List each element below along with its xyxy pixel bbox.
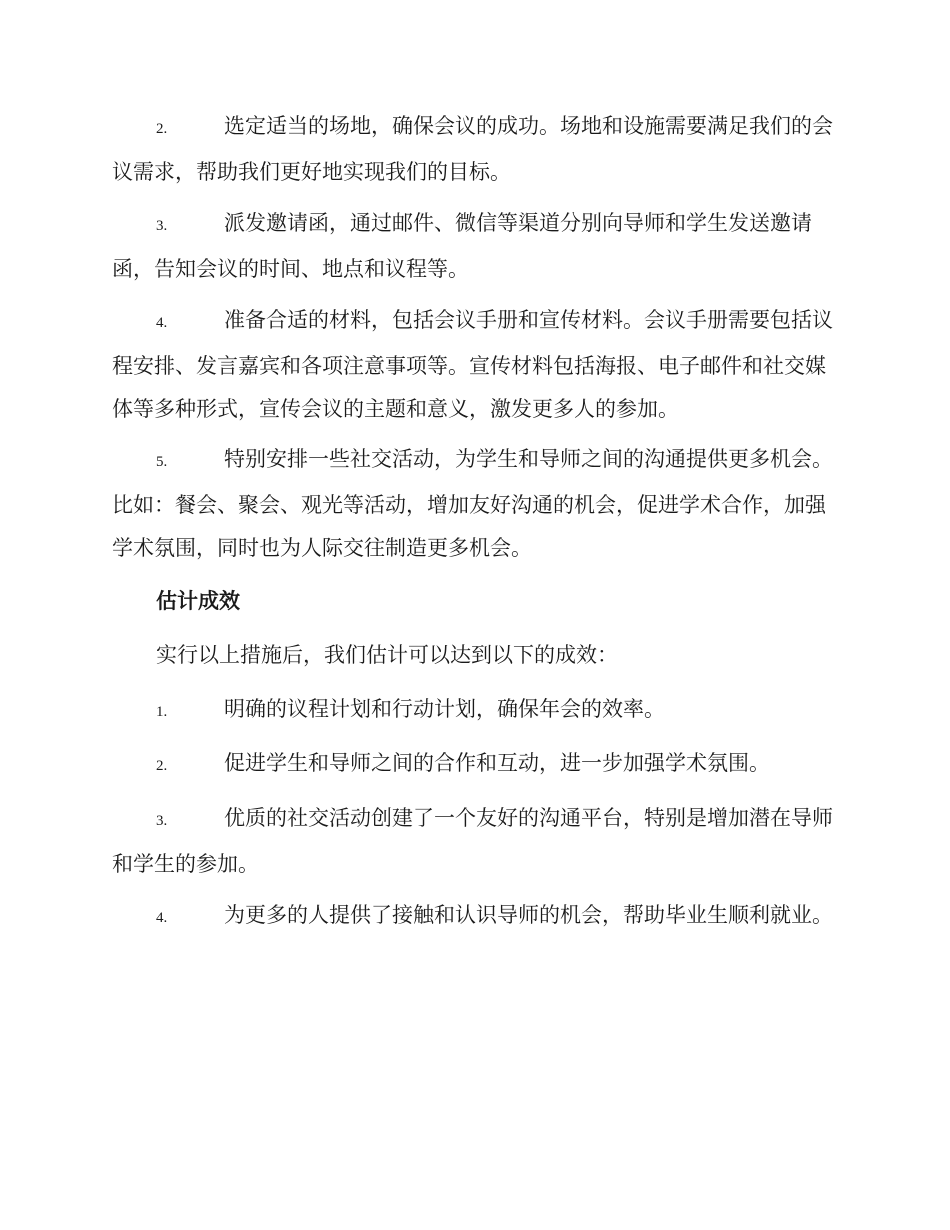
list-item-number: 4. bbox=[156, 910, 168, 926]
list-item-number: 2. bbox=[156, 121, 168, 137]
list-item bbox=[112, 894, 836, 940]
list-item-text: 特别安排一些社交活动，为学生和导师之间的沟通提供更多机会。比如：餐会、聚会、观光等活动，增加友好沟通的机会，促进学术合作，加强学术氛围，同时也为人际交往制造更多机会。 bbox=[112, 447, 833, 560]
list-item-number: 4. bbox=[156, 315, 168, 331]
list-item-number: 2. bbox=[156, 758, 168, 774]
list-item-number: 5. bbox=[156, 454, 168, 470]
section-heading: 估计成效 bbox=[156, 588, 240, 613]
list-item-text: 派发邀请函，通过邮件、微信等渠道分别向导师和学生发送邀请函，告知会议的时间、地点和议程等。 bbox=[112, 211, 812, 281]
list-item bbox=[112, 438, 836, 570]
list-item-number: 3. bbox=[156, 813, 168, 829]
list-item-number: 3. bbox=[156, 218, 168, 234]
list-item-number: 1. bbox=[156, 704, 168, 720]
intro-paragraph: 实行以上措施后，我们估计可以达到以下的成效： bbox=[156, 643, 618, 667]
list-item bbox=[112, 688, 836, 734]
list-item-text: 促进学生和导师之间的合作和互动，进一步加强学术氛围。 bbox=[224, 751, 770, 775]
list-item-text: 选定适当的场地，确保会议的成功。场地和设施需要满足我们的会议需求，帮助我们更好地实现我们的目标。 bbox=[112, 114, 833, 184]
list-item bbox=[112, 742, 836, 788]
list-item bbox=[112, 299, 836, 431]
list-item bbox=[112, 797, 836, 886]
list-item-text: 准备合适的材料，包括会议手册和宣传材料。会议手册需要包括议程安排、发言嘉宾和各项注意事项等。宣传材料包括海报、电子邮件和社交媒体等多种形式，宣传会议的主题和意义，激发更多人的参加。 bbox=[112, 308, 833, 421]
list-item-text: 为更多的人提供了接触和认识导师的机会，帮助毕业生顺利就业。 bbox=[224, 903, 833, 927]
list-item bbox=[112, 202, 836, 291]
list-item bbox=[112, 105, 836, 194]
list-item-text: 明确的议程计划和行动计划，确保年会的效率。 bbox=[224, 697, 665, 721]
list-item-text: 优质的社交活动创建了一个友好的沟通平台，特别是增加潜在导师和学生的参加。 bbox=[112, 806, 833, 876]
